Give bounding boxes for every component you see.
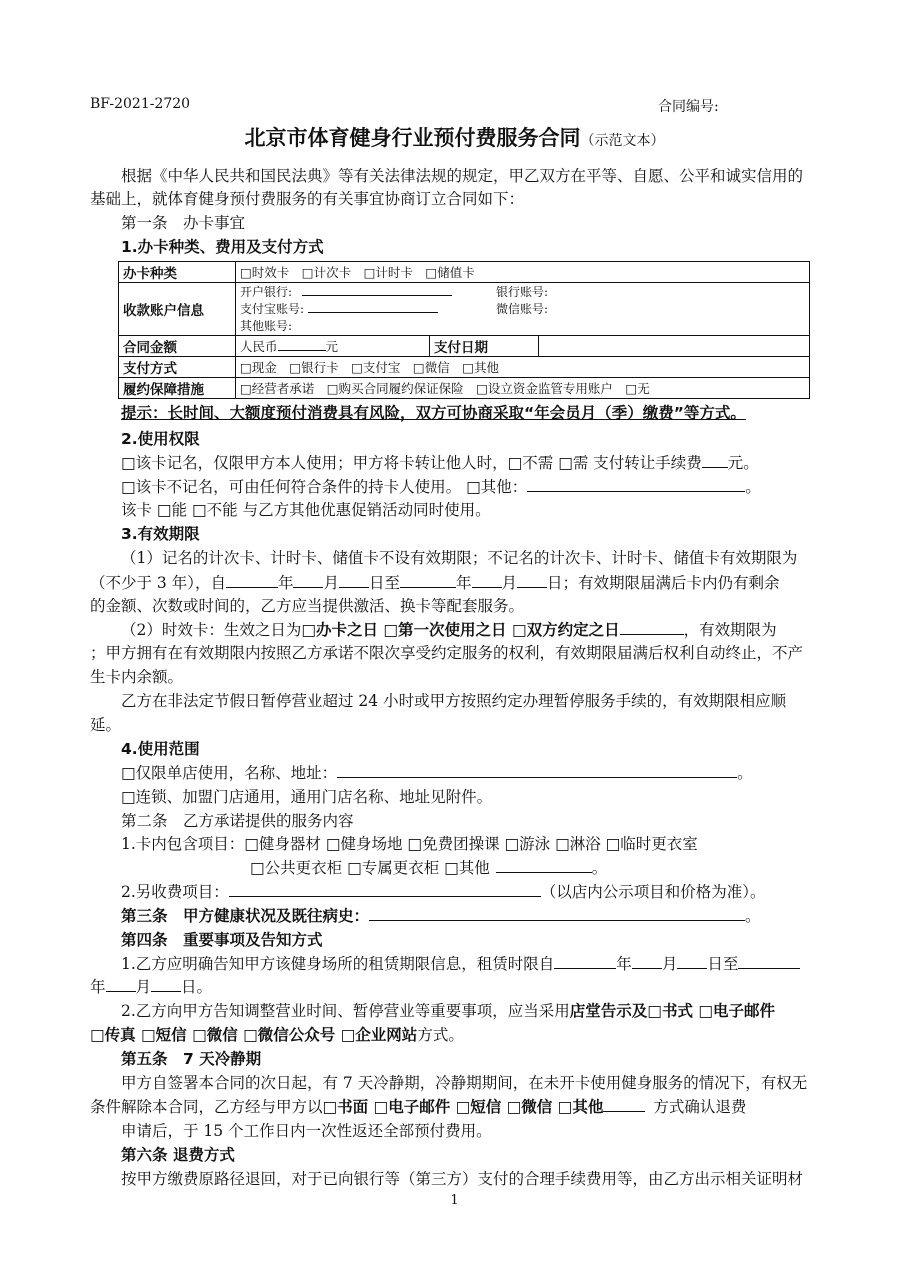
wechat-account-label: 微信账号: [496,301,549,316]
guarantee-label: 履约保障措施 [119,378,236,399]
article-3-heading: 第三条 甲方健康状况及既往病史： [121,907,370,925]
pay-method-options[interactable]: □现金 □银行卡 □支付宝 □微信 □其他 [236,357,810,378]
article-2-heading: 第二条 乙方承诺提供的服务内容 [121,812,354,830]
effective-date-options[interactable]: □办卡之日 □第一次使用之日 □双方约定之日 [301,621,620,639]
health-history-field[interactable] [369,906,745,921]
store-address-field[interactable] [337,763,737,778]
notice-line-1 [121,1001,830,1021]
end-year-field[interactable] [400,573,456,588]
month-label: 月 [323,574,339,592]
notice-text: 2.乙方向甲方告知调整营业时间、暂停营业等重要事项，应当采用 [121,1002,570,1020]
pay-method-label: 支付方式 [119,357,236,378]
intro-line-1: 根据《中华人民共和国民法典》等有关法律法规的规定，甲乙双方在平等、自愿、公平和诚实信用的 [121,167,804,185]
scope-line-1 [121,763,830,783]
alipay-field[interactable] [308,301,438,313]
amount-label: 合同金额 [119,336,236,357]
section-1-2-heading: 2.使用权限 [121,430,200,448]
amount-cell[interactable] [236,336,430,357]
validity-line-3: 的金额、次数或时间的，乙方应当提供激活、换卡等配套服务。 [90,597,525,615]
amount-prefix: 人民币 [240,339,278,354]
agreed-date-field[interactable] [620,620,684,635]
lease-year-label-2: 年 [90,978,106,996]
validity-period-text: ，有效期限为 [683,621,777,639]
single-store-text: □仅限单店使用，名称、地址： [121,764,338,782]
extra-fee-field[interactable] [229,882,541,897]
scope-end: 。 [737,764,753,782]
cooling-confirm-text: 方式确认退费 [653,1098,747,1116]
extra-fee-line [121,882,830,902]
time-card-line-1 [121,620,830,640]
start-day-field[interactable] [339,573,369,588]
lease-month-label: 月 [661,955,678,973]
article-5-heading: 第五条 7 天冷静期 [121,1050,262,1068]
risk-tip: 提示：长时间、大额度预付消费具有风险，双方可协商采取“年会员月（季）缴费”等方式。 [121,404,746,422]
included-items-line-1: 1.卡内包含项目：□健身器材 □健身场地 □免费团操课 □游泳 □淋浴 □临时更衣室 [121,835,698,853]
intro-line-2: 基础上，就体育健身预付费服务的有关事宜协商订立合同如下： [90,190,525,208]
title-text: 北京市体育健身行业预付费服务合同 [244,126,581,150]
card-type-label: 办卡种类 [119,262,236,283]
use-right-line-1 [121,453,830,473]
start-month-field[interactable] [293,573,323,588]
cooling-line-1: 甲方自签署本合同的次日起，有 7 天冷静期，冷静期期间，在未开卡使用健身服务的情况下，有权无 [121,1074,808,1092]
cooling-text: 条件解除本合同，乙方经与甲方以 [90,1098,323,1116]
use-right-text: □该卡记名，仅限甲方本人使用；甲方将卡转让他人时，□不需 □需 支付转让手续费 [121,454,702,472]
article-4-heading: 第四条 重要事项及告知方式 [121,931,323,949]
article-1-heading: 第一条 办卡事宜 [121,214,246,232]
time-card-line-2: ；甲方拥有在有效期限内按照乙方承诺不限次享受约定服务的权利，有效期限届满后权利自动终止，不产 [90,644,804,662]
notice-end: 方式。 [417,1026,464,1044]
other-account-label: 其他账号: [240,318,293,333]
article-6-heading: 第六条 退费方式 [121,1146,235,1164]
included-items-line-2 [250,858,909,878]
end-month-field[interactable] [472,573,502,588]
document-code: BF-2021-2720 [90,96,191,112]
card-type-options[interactable]: □时效卡 □计次卡 □计时卡 □储值卡 [236,262,810,283]
validity-line-1: （1）记名的计次卡、计时卡、储值卡不设有效期限；不记名的计次卡、计时卡、储值卡有效期限为 [121,549,798,567]
validity-line-2 [90,573,830,593]
included-items-end: 。 [591,859,608,877]
lease-start-month-field[interactable] [632,954,662,969]
suspension-line-1: 乙方在非法定节假日暂停营业超过 24 小时或甲方按照约定办理暂停服务手续的，有效期限相应顺 [121,692,787,710]
validity-end-text: 日；有效期限届满后卡内仍有剩余 [547,574,780,592]
day-to-label: 日至 [369,574,401,592]
title-subtitle: （示范文本） [580,133,665,149]
lease-month-label-2: 月 [135,978,152,996]
lease-year-label: 年 [616,955,632,973]
pay-date-label: 支付日期 [430,336,539,357]
lease-end-month-field[interactable] [106,977,136,992]
pay-date-field[interactable] [539,336,810,357]
refund-line-1: 按甲方缴费原路径退回，对于已向银行等（第三方）支付的合理手续费用等，由乙方出示相关证明材 [121,1170,804,1188]
guarantee-options[interactable]: □经营者承诺 □购买合同履约保证保险 □设立资金监管专用账户 □无 [236,378,810,399]
account-info-cell [236,283,810,336]
amount-field[interactable] [278,339,326,351]
year-label: 年 [277,574,294,592]
lease-end-year-field[interactable] [738,954,800,969]
extra-fee-label: 2.另收费项目： [121,883,229,901]
year-label-2: 年 [456,574,472,592]
promotion-line: 该卡 □能 □不能 与乙方其他优惠促销活动同时使用。 [121,501,491,519]
lease-end-day-field[interactable] [151,977,181,992]
validity-start-text: （不少于 3 年），自 [90,574,226,592]
section-1-1-heading: 1.办卡种类、费用及支付方式 [121,238,324,256]
time-card-text: （2）时效卡：生效之日为 [121,621,302,639]
start-year-field[interactable] [226,573,278,588]
notice-method-options-2[interactable]: □传真 □短信 □微信 □微信公众号 □企业网站 [90,1026,418,1044]
section-1-4-heading: 4.使用范围 [121,740,200,758]
cooling-line-2 [90,1097,830,1117]
lease-start-day-field[interactable] [677,954,707,969]
time-card-line-3: 生卡内余额。 [90,668,184,686]
extra-fee-note: （以店内公示项目和价格为准）。 [540,883,766,901]
amount-unit: 元 [325,339,339,354]
other-method-field[interactable] [603,1097,645,1112]
lease-start-year-field[interactable] [554,954,616,969]
use-right-line-2 [121,477,830,497]
cooling-line-3: 申请后，于 15 个工作日内一次性返还全部预付费用。 [121,1122,492,1140]
use-right-end: 。 [745,478,761,496]
lease-line-1 [121,954,830,974]
suspension-line-2: 延。 [90,716,122,734]
included-items-text: □公共更衣柜 □专属更衣柜 □其他 [250,859,490,877]
contract-number-label: 合同编号: [658,99,719,115]
end-day-field[interactable] [517,573,547,588]
account-info-label: 收款账户信息 [119,283,236,336]
page-number: 1 [450,1193,459,1208]
other-use-field[interactable] [527,477,745,492]
article-3-line [121,906,830,926]
refund-confirm-options[interactable]: □书面 □电子邮件 □短信 □微信 □其他 [322,1098,604,1116]
notice-method-options-1[interactable]: 店堂告示及□书式 □电子邮件 [569,1002,775,1020]
other-items-field[interactable] [496,858,592,873]
section-1-3-heading: 3.有效期限 [121,525,200,543]
page-title [0,122,909,152]
use-right-unit: 元。 [727,454,759,472]
lease-text: 1.乙方应明确告知甲方该健身场所的租赁期限信息，租赁时限自 [121,955,555,973]
notice-line-2 [90,1025,830,1045]
alipay-label: 支付宝账号: [240,301,305,316]
card-info-table [118,261,810,399]
lease-to-label: 日至 [707,955,739,973]
lease-line-2 [90,977,830,997]
scope-line-2: □连锁、加盟门店通用，通用门店名称、地址见附件。 [121,788,493,806]
unnamed-card-text: □该卡不记名，可由任何符合条件的持卡人使用。 □其他： [121,478,528,496]
lease-end-text: 日。 [181,978,213,996]
month-label-2: 月 [501,574,518,592]
bank-label: 开户银行: [240,284,293,299]
bank-field[interactable] [302,284,452,296]
bank-account-label: 银行账号: [496,284,549,299]
article-3-end: 。 [745,907,761,925]
transfer-fee-field[interactable] [702,453,728,468]
